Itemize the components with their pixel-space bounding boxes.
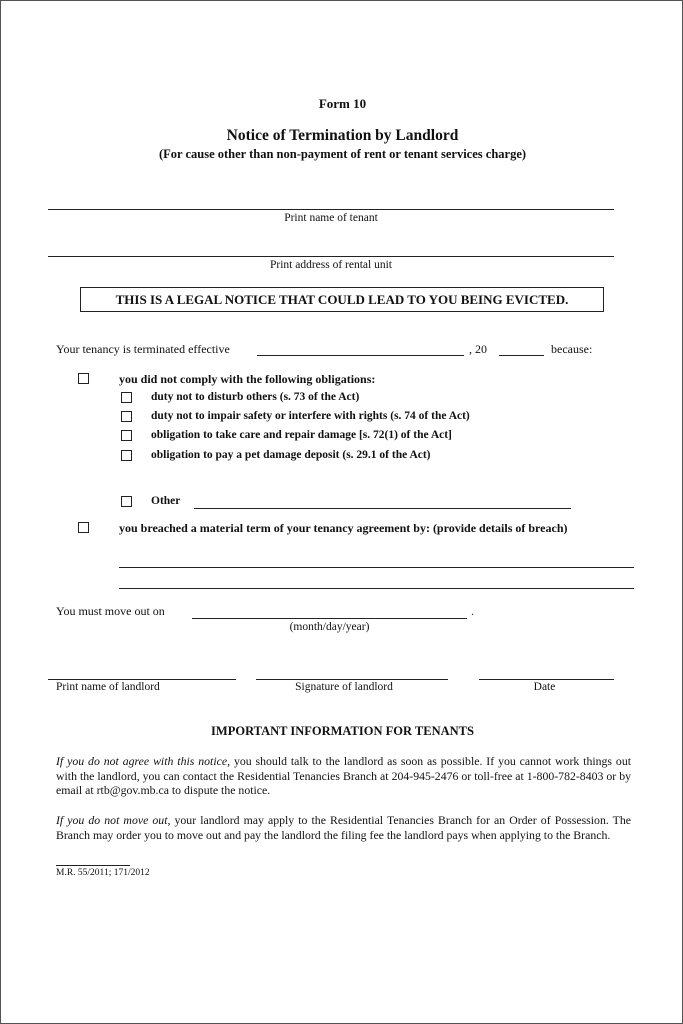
move-out-date-hint: (month/day/year) <box>289 621 370 633</box>
obligations-checkbox[interactable] <box>78 373 89 384</box>
repair-damage-label: obligation to take care and repair damage [s. 72(1) of the Act] <box>151 429 452 441</box>
disagree-paragraph <box>56 754 631 798</box>
termination-year-field[interactable] <box>499 355 544 356</box>
repair-damage-checkbox[interactable] <box>121 430 132 441</box>
breach-checkbox[interactable] <box>78 522 89 533</box>
disagree-lead: If you do not agree with this notice, <box>56 754 231 768</box>
move-out-label: You must move out on <box>56 604 165 618</box>
tenant-name-label: Print name of tenant <box>284 212 378 224</box>
rental-address-label: Print address of rental unit <box>269 259 392 271</box>
other-label: Other <box>151 495 181 507</box>
other-checkbox[interactable] <box>121 496 132 507</box>
important-heading: IMPORTANT INFORMATION FOR TENANTS <box>211 724 474 738</box>
legal-notice-banner: THIS IS A LEGAL NOTICE THAT COULD LEAD TO YOU BEING EVICTED. <box>80 287 604 312</box>
landlord-signature-label: Signature of landlord <box>295 681 393 693</box>
other-details-field[interactable] <box>194 508 571 509</box>
breach-details-line-2[interactable] <box>119 588 634 589</box>
form-title: Notice of Termination by Landlord <box>226 127 459 144</box>
move-out-date-field[interactable] <box>192 618 467 619</box>
landlord-name-field[interactable] <box>48 679 236 680</box>
footnote-divider <box>56 865 130 866</box>
landlord-signature-field[interactable] <box>256 679 448 680</box>
date-field[interactable] <box>479 679 614 680</box>
footnote: M.R. 55/2011; 171/2012 <box>56 868 150 878</box>
pet-deposit-checkbox[interactable] <box>121 450 132 461</box>
pet-deposit-label: obligation to pay a pet damage deposit (s. 29.1 of the Act) <box>151 449 431 461</box>
move-out-period: . <box>471 604 474 618</box>
disturb-others-label: duty not to disturb others (s. 73 of the Act) <box>151 391 360 403</box>
termination-year-prefix: , 20 <box>469 342 487 356</box>
date-label: Date <box>533 681 556 693</box>
landlord-name-label: Print name of landlord <box>56 681 160 693</box>
termination-date-field[interactable] <box>257 355 464 356</box>
obligations-label: you did not comply with the following obligations: <box>119 372 376 386</box>
disturb-others-checkbox[interactable] <box>121 392 132 403</box>
termination-prefix: Your tenancy is terminated effective <box>56 342 230 356</box>
form-number: Form 10 <box>318 96 367 111</box>
termination-suffix: because: <box>551 342 593 356</box>
impair-safety-checkbox[interactable] <box>121 411 132 422</box>
impair-safety-label: duty not to impair safety or interfere with rights (s. 74 of the Act) <box>151 410 470 422</box>
not-move-body: your landlord may apply to the Residential Tenancies Branch for an Order of Possession. The Branch may order you to move out and pay the landlord the filing fee the landlord pays when applying to the Branch. <box>56 813 631 842</box>
move-out-paragraph <box>56 813 631 842</box>
not-move-lead: If you do not move out, <box>56 813 171 827</box>
tenant-name-field[interactable] <box>48 209 614 210</box>
breach-label: you breached a material term of your tenancy agreement by: (provide details of breach) <box>119 521 568 535</box>
rental-address-field[interactable] <box>48 256 614 257</box>
form-subtitle: (For cause other than non-payment of rent or tenant services charge) <box>158 147 527 161</box>
disagree-body: you should talk to the landlord as soon as possible. If you cannot work things out with the landlord, you can contact the Residential Tenancies Branch at 204-945-2476 or toll-free at 1-800-782-8403 or by email at rtb@gov.mb.ca to dispute the notice. <box>56 754 631 797</box>
breach-details-line-1[interactable] <box>119 567 634 568</box>
